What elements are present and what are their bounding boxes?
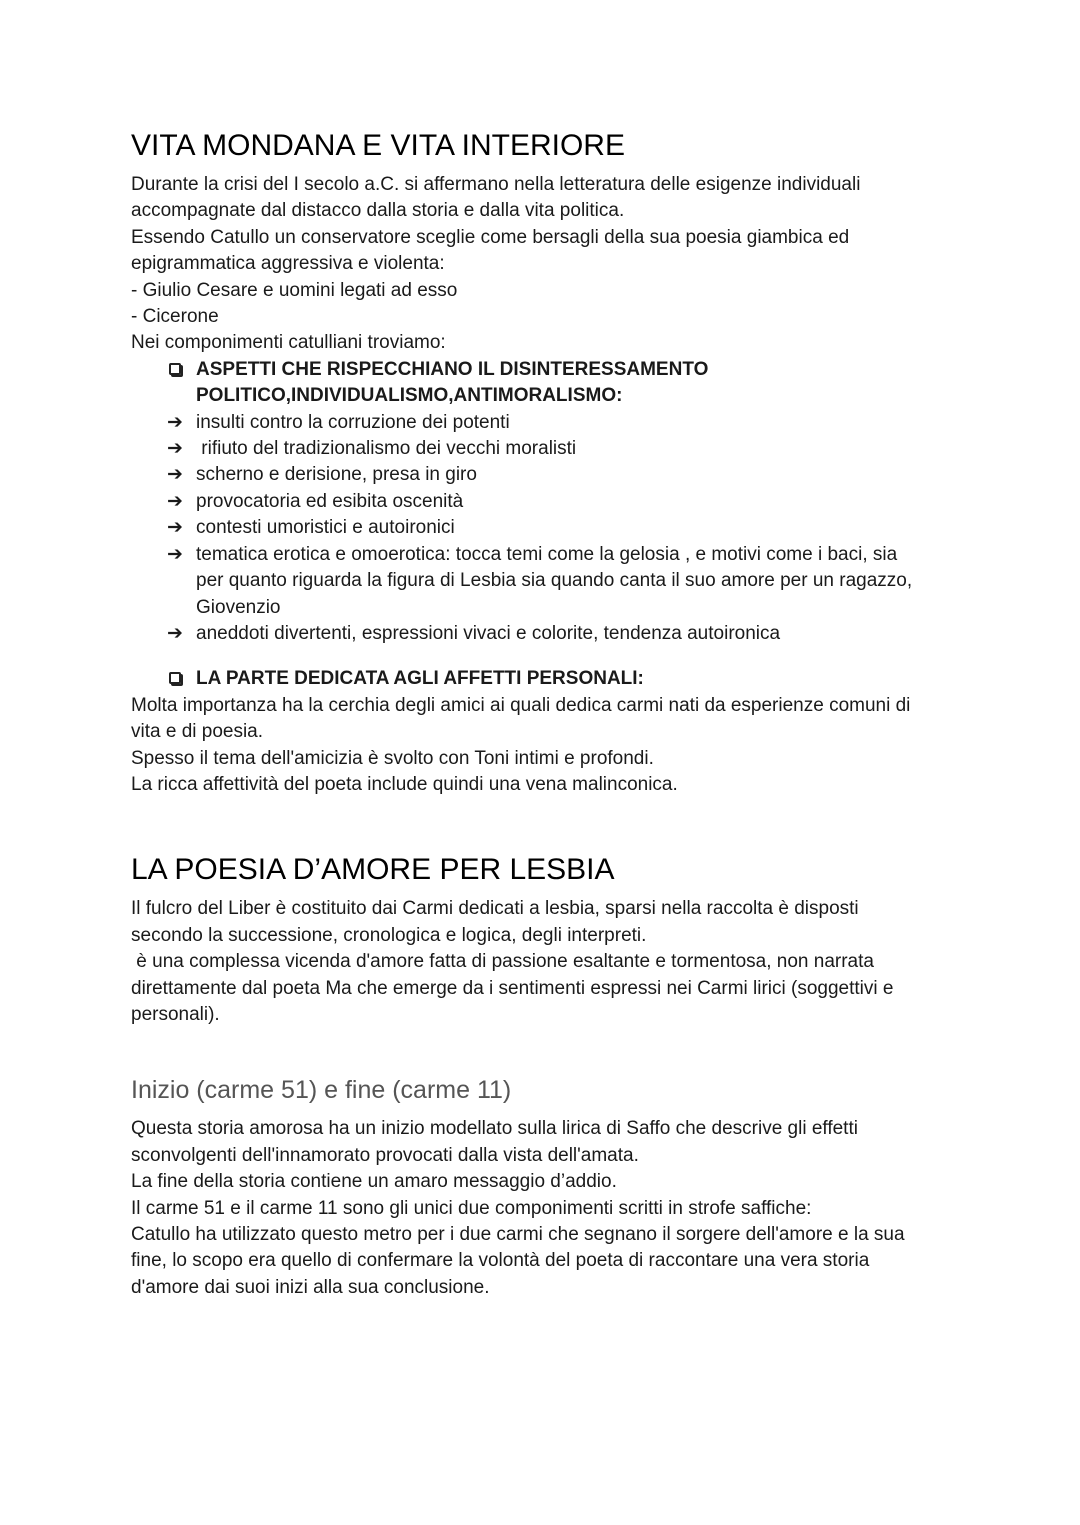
- paragraph-line: accompagnate dal distacco dalla storia e dalla vita politica.: [131, 200, 625, 222]
- aspects-list: [131, 357, 961, 647]
- list-item-aspetti-heading: [131, 357, 961, 410]
- list-item-text: rifiuto del tradizionalismo dei vecchi moralisti: [196, 438, 577, 460]
- list-item-text: insulti contro la corruzione dei potenti: [196, 411, 510, 433]
- paragraph-line: Durante la crisi del I secolo a.C. si affermano nella letteratura delle esigenze individuali: [131, 174, 861, 195]
- paragraph-line: La ricca affettività del poeta include quindi una vena malinconica.: [131, 773, 678, 795]
- list-item-text: LA PARTE DEDICATA AGLI AFFETTI PERSONALI:: [196, 668, 644, 690]
- spacer: [131, 798, 961, 852]
- list-item-text: provocatoria ed esibita oscenità: [196, 490, 464, 512]
- arrow-right-icon: ➔: [167, 543, 183, 565]
- section-title-vita-mondana: VITA MONDANA E VITA INTERIORE: [131, 129, 625, 162]
- paragraph-line: fine, lo scopo era quello di confermare la volontà del poeta di raccontare una vera storia: [131, 1250, 870, 1272]
- paragraph-line: personali).: [131, 1003, 220, 1025]
- arrow-right-icon: ➔: [167, 622, 183, 644]
- paragraph-line: La fine della storia contiene un amaro messaggio d’addio.: [131, 1171, 617, 1193]
- list-item-text: POLITICO,INDIVIDUALISMO,ANTIMORALISMO:: [196, 385, 623, 407]
- paragraph-line: direttamente dal poeta Ma che emerge da i sentimenti espressi nei Carmi lirici (soggettivi e: [131, 977, 894, 999]
- paragraph-line: Questa storia amorosa ha un inizio modellato sulla lirica di Saffo che descrive gli effetti: [131, 1118, 858, 1140]
- paragraph-line: Nei componimenti catulliani troviamo:: [131, 332, 446, 354]
- paragraph-line: secondo la successione, cronologica e logica, degli interpreti.: [131, 924, 647, 946]
- list-item-text: scherno e derisione, presa in giro: [196, 464, 477, 486]
- paragraph-line: Il carme 51 e il carme 11 sono gli unici due componimenti scritti in strofe saffiche:: [131, 1197, 812, 1219]
- affetti-list: [131, 666, 961, 692]
- dash-item-cicerone: - Cicerone: [131, 306, 219, 328]
- subsection-title-inizio-fine: Inizio (carme 51) e fine (carme 11): [131, 1076, 512, 1105]
- paragraph-line: è una complessa vicenda d'amore fatta di passione esaltante e tormentosa, non narrata: [131, 951, 874, 973]
- list-item: [131, 542, 961, 621]
- paragraph-line: epigrammatica aggressiva e violenta:: [131, 253, 445, 275]
- list-item: [131, 462, 961, 488]
- arrow-right-icon: ➔: [167, 438, 183, 460]
- list-item-text: tematica erotica e omoerotica: tocca temi come la gelosia , e motivi come i baci, sia: [196, 543, 898, 565]
- paragraph-line: Il fulcro del Liber è costituito dai Carmi dedicati a lesbia, sparsi nella raccolta è disposti: [131, 898, 859, 920]
- dash-item-cesare: - Giulio Cesare e uomini legati ad esso: [131, 279, 458, 301]
- paragraph-line: Catullo ha utilizzato questo metro per i due carmi che segnano il sorgere dell'amore e la sua: [131, 1224, 905, 1245]
- list-item-text: aneddoti divertenti, espressioni vivaci e colorite, tendenza autoironica: [196, 622, 781, 644]
- list-item: [131, 621, 961, 647]
- section-title-poesia-amore: LA POESIA D’AMORE PER LESBIA: [131, 853, 615, 887]
- spacer: [131, 647, 961, 666]
- paragraph-line: d'amore dai suoi inizi alla sua conclusione.: [131, 1276, 490, 1298]
- list-item: [131, 489, 961, 515]
- list-item-affetti-heading: [131, 666, 961, 692]
- list-item-text: ASPETTI CHE RISPECCHIANO IL DISINTERESSAMENTO: [196, 358, 709, 380]
- arrow-right-icon: ➔: [167, 464, 183, 486]
- spacer: [131, 1028, 961, 1074]
- list-item-text: per quanto riguarda la figura di Lesbia sia quando canta il suo amore per un ragazzo,: [196, 570, 913, 592]
- list-item-text: contesti umoristici e autoironici: [196, 517, 455, 539]
- paragraph-line: Molta importanza ha la cerchia degli amici ai quali dedica carmi nati da esperienze comuni di: [131, 694, 911, 716]
- paragraph-line: Spesso il tema dell'amicizia è svolto con Toni intimi e profondi.: [131, 747, 654, 769]
- checkbox-icon: [169, 672, 181, 684]
- list-item: [131, 515, 961, 541]
- arrow-right-icon: ➔: [167, 411, 183, 433]
- arrow-right-icon: ➔: [167, 490, 183, 512]
- checkbox-icon: [169, 363, 181, 375]
- document-page: [131, 128, 961, 1301]
- list-item: [131, 436, 961, 462]
- arrow-right-icon: ➔: [167, 517, 183, 539]
- paragraph-line: sconvolgenti dell'innamorato provocati dalla vista dell'amata.: [131, 1144, 639, 1166]
- paragraph-line: Essendo Catullo un conservatore sceglie come bersagli della sua poesia giambica ed: [131, 226, 850, 248]
- list-item: [131, 410, 961, 436]
- paragraph-line: vita e di poesia.: [131, 721, 264, 743]
- list-item-text: Giovenzio: [196, 596, 281, 618]
